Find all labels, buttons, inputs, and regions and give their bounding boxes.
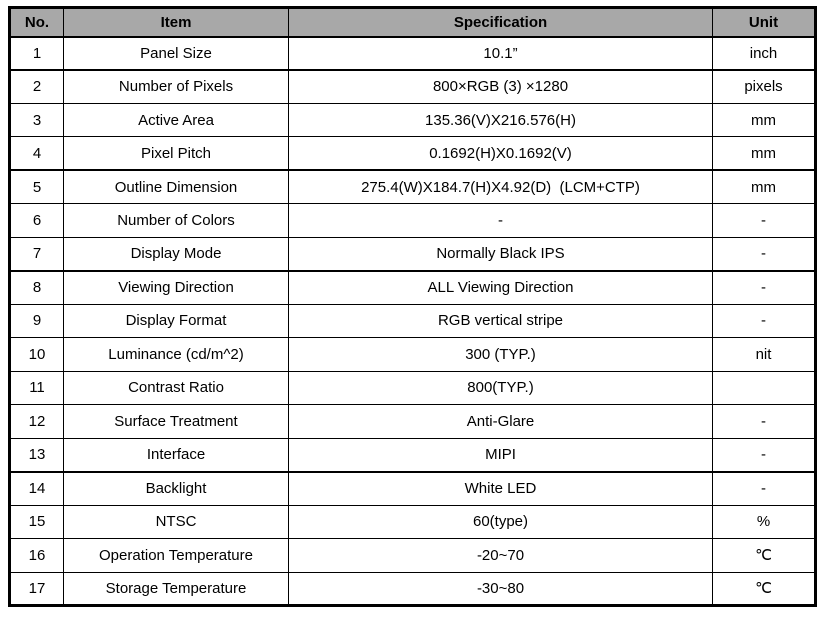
cell-item: Contrast Ratio [64,371,289,404]
cell-item: Backlight [64,472,289,505]
cell-unit [713,371,816,404]
table-row [10,170,816,203]
cell-spec: 10.1” [289,37,713,70]
table-row [10,137,816,170]
cell-unit: - [713,438,816,471]
cell-unit: inch [713,37,816,70]
cell-item: Surface Treatment [64,405,289,438]
cell-no: 13 [10,438,64,471]
table-row [10,103,816,136]
cell-spec: Normally Black IPS [289,237,713,270]
cell-no: 1 [10,37,64,70]
table-row [10,505,816,538]
cell-item: Display Format [64,304,289,337]
cell-unit: - [713,237,816,270]
cell-no: 12 [10,405,64,438]
cell-unit: ℃ [713,572,816,606]
cell-item: Outline Dimension [64,170,289,203]
table-row [10,371,816,404]
cell-spec: ALL Viewing Direction [289,271,713,304]
cell-unit: mm [713,137,816,170]
cell-unit: mm [713,103,816,136]
cell-spec: 60(type) [289,505,713,538]
table-row [10,438,816,471]
cell-unit: - [713,271,816,304]
header-no: No. [10,8,64,37]
specification-table [8,6,817,607]
cell-item: Number of Pixels [64,70,289,103]
cell-item: Operation Temperature [64,539,289,572]
table-row [10,70,816,103]
table-row [10,271,816,304]
cell-no: 9 [10,304,64,337]
table-row [10,539,816,572]
cell-no: 8 [10,271,64,304]
cell-spec: 800(TYP.) [289,371,713,404]
header-unit: Unit [713,8,816,37]
cell-no: 15 [10,505,64,538]
cell-item: Display Mode [64,237,289,270]
cell-unit: pixels [713,70,816,103]
cell-no: 10 [10,338,64,371]
cell-spec: -30~80 [289,572,713,606]
cell-item: Luminance (cd/m^2) [64,338,289,371]
table-row [10,37,816,70]
cell-item: Interface [64,438,289,471]
cell-unit: nit [713,338,816,371]
cell-unit: mm [713,170,816,203]
cell-spec: 300 (TYP.) [289,338,713,371]
cell-spec: RGB vertical stripe [289,304,713,337]
table-row [10,472,816,505]
cell-spec: 135.36(V)X216.576(H) [289,103,713,136]
table-row [10,338,816,371]
cell-no: 16 [10,539,64,572]
cell-no: 4 [10,137,64,170]
cell-no: 6 [10,204,64,237]
cell-item: Storage Temperature [64,572,289,606]
cell-spec: White LED [289,472,713,505]
cell-item: Viewing Direction [64,271,289,304]
cell-no: 14 [10,472,64,505]
cell-item: Panel Size [64,37,289,70]
cell-no: 11 [10,371,64,404]
table-row [10,304,816,337]
cell-spec: Anti-Glare [289,405,713,438]
cell-spec: -20~70 [289,539,713,572]
table-row [10,572,816,606]
cell-item: Pixel Pitch [64,137,289,170]
cell-unit: - [713,204,816,237]
cell-spec: 0.1692(H)X0.1692(V) [289,137,713,170]
cell-spec: - [289,204,713,237]
header-item: Item [64,8,289,37]
cell-unit: % [713,505,816,538]
cell-no: 3 [10,103,64,136]
header-specification: Specification [289,8,713,37]
cell-item: NTSC [64,505,289,538]
cell-unit: - [713,472,816,505]
table-row [10,405,816,438]
cell-item: Number of Colors [64,204,289,237]
header-row [10,8,816,37]
cell-unit: - [713,405,816,438]
cell-no: 17 [10,572,64,606]
table-row [10,237,816,270]
cell-unit: - [713,304,816,337]
cell-no: 5 [10,170,64,203]
cell-no: 2 [10,70,64,103]
cell-spec: 800×RGB (3) ×1280 [289,70,713,103]
cell-spec: 275.4(W)X184.7(H)X4.92(D) (LCM+CTP) [289,170,713,203]
cell-item: Active Area [64,103,289,136]
cell-spec: MIPI [289,438,713,471]
cell-unit: ℃ [713,539,816,572]
table-row [10,204,816,237]
cell-no: 7 [10,237,64,270]
